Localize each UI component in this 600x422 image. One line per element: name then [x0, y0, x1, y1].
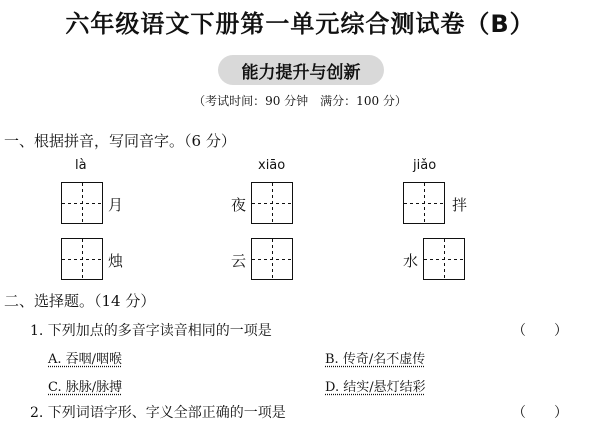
hint-char: 拌 — [452, 196, 468, 214]
answer-box-xiao-2[interactable] — [251, 238, 293, 280]
subtitle-badge — [218, 55, 384, 85]
answer-box-jiao-2[interactable] — [423, 238, 465, 280]
answer-box-xiao-1[interactable] — [251, 182, 293, 224]
pinyin-la: là — [75, 158, 87, 173]
pinyin-xiao: xiāo — [258, 158, 286, 173]
section1-heading: 一、根据拼音，写同音字。（6 分） — [4, 132, 236, 150]
option-d[interactable]: D. 结实/悬灯结彩 — [325, 380, 426, 395]
answer-paren-2[interactable]: （ ） — [512, 405, 568, 421]
exam-meta: （考试时间：90 分钟 满分：100 分） — [193, 94, 407, 108]
hint-char: 夜 — [231, 196, 247, 214]
hint-char: 水 — [403, 252, 419, 270]
option-c[interactable]: C. 脉脉/脉搏 — [48, 380, 123, 395]
answer-box-jiao-1[interactable] — [403, 182, 445, 224]
hint-char: 烛 — [108, 252, 124, 270]
subtitle-text: 能力提升与创新 — [241, 62, 361, 83]
answer-box-la-1[interactable] — [61, 182, 103, 224]
answer-paren-1[interactable]: （ ） — [512, 323, 568, 339]
option-b[interactable]: B. 传奇/名不虚传 — [325, 352, 426, 367]
page-title: 六年级语文下册第一单元综合测试卷（B） — [65, 10, 535, 38]
question-1-stem: 1. 下列加点的多音字读音相同的一项是 — [30, 323, 272, 339]
hint-char: 月 — [108, 196, 124, 214]
question-2-stem: 2. 下列词语字形、字义全部正确的一项是 — [30, 405, 286, 421]
section2-heading: 二、选择题。（14 分） — [4, 292, 156, 310]
answer-box-la-2[interactable] — [61, 238, 103, 280]
hint-char: 云 — [231, 252, 247, 270]
option-a[interactable]: A. 吞咽/咽喉 — [48, 352, 123, 367]
pinyin-jiao: jiǎo — [413, 158, 437, 173]
